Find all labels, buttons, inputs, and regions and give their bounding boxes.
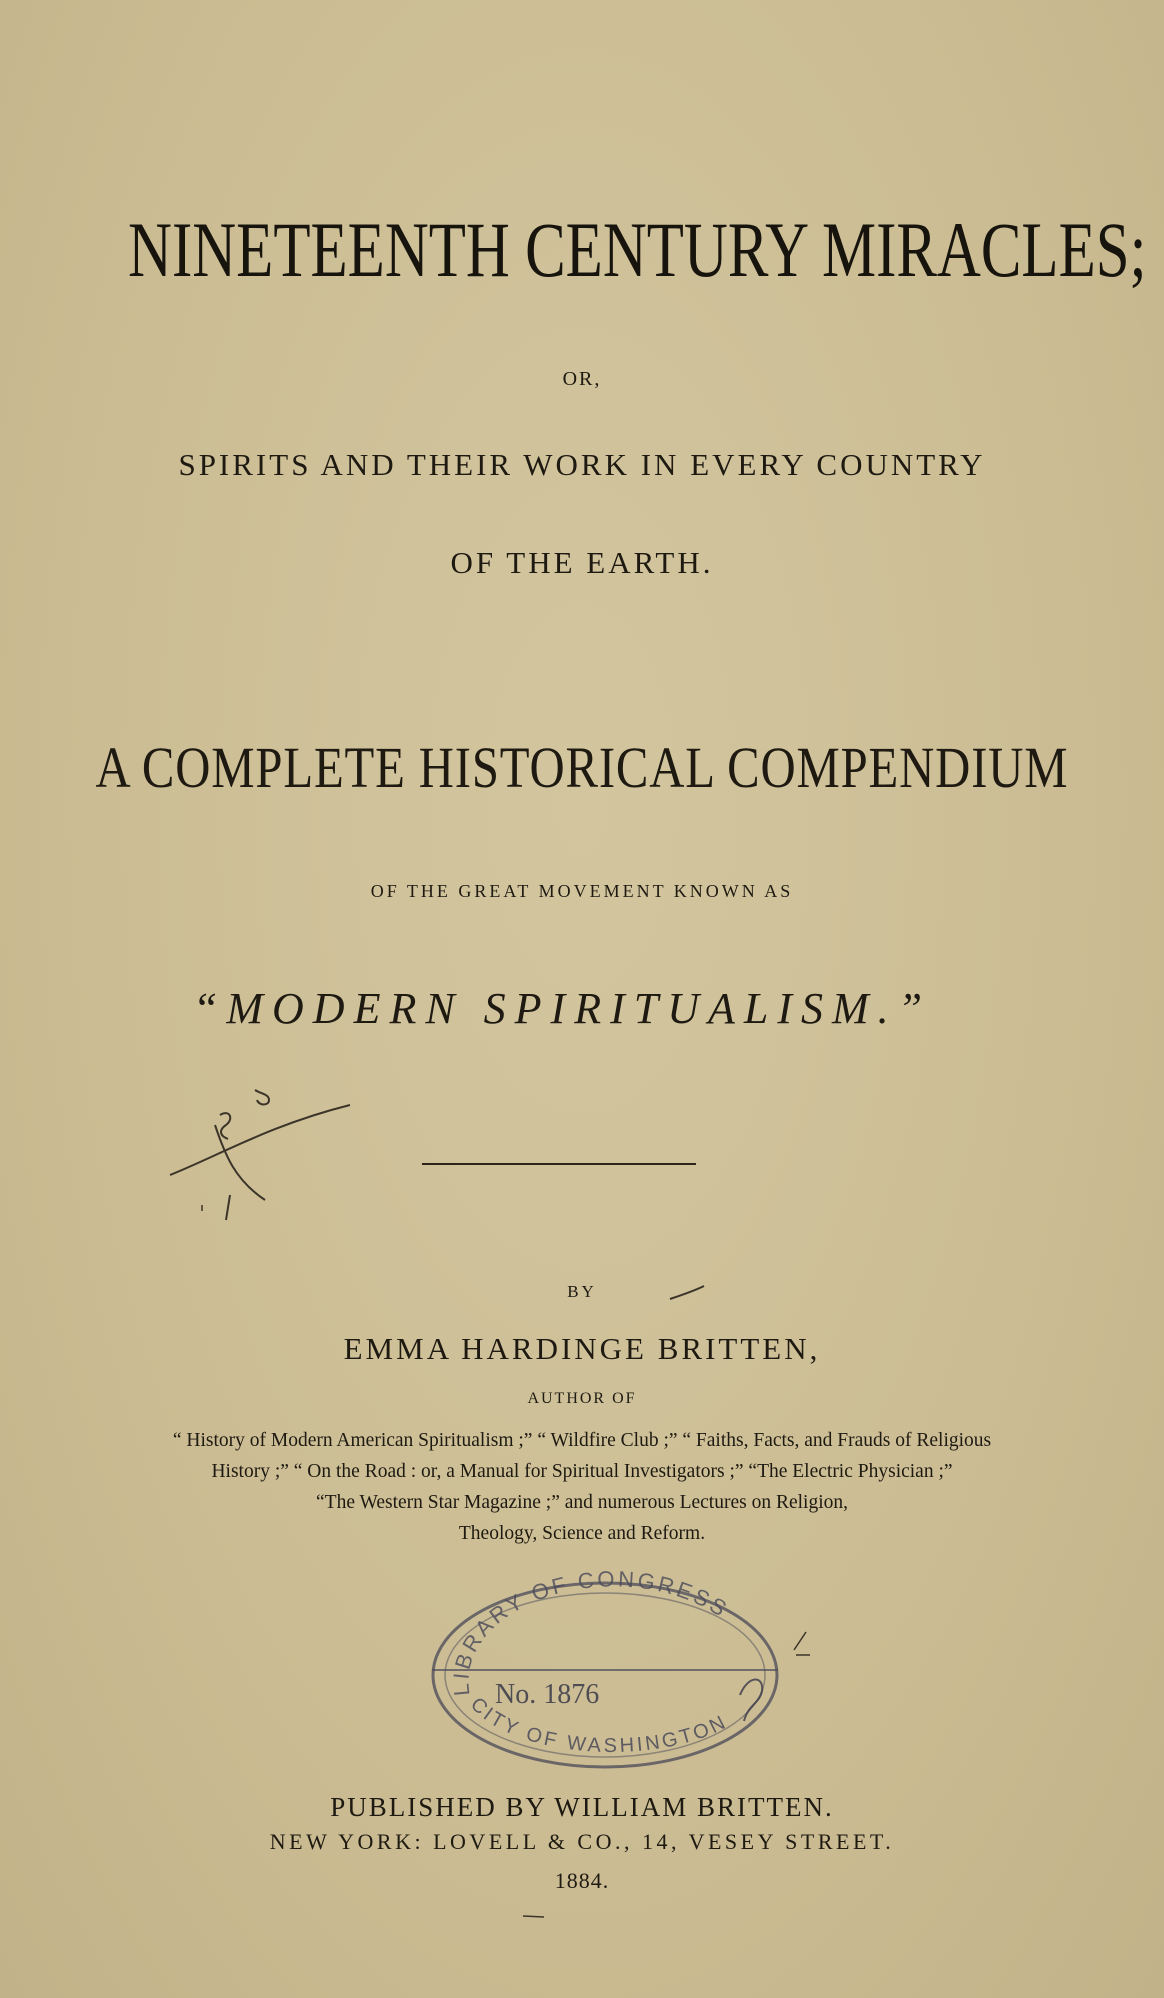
pencil-dash-icon [520, 1910, 550, 1922]
stamp-top-text: LIBRARY OF CONGRESS [448, 1566, 734, 1698]
pencil-mark-icon [160, 1085, 360, 1235]
movement-name: “MODERN SPIRITUALISM.” [192, 984, 932, 1033]
publisher-line: PUBLISHED BY WILLIAM BRITTEN. [330, 1792, 834, 1822]
publication-year: 1884. [554, 1868, 610, 1893]
author-of-label: AUTHOR OF [527, 1390, 637, 1407]
works-line: “ History of Modern American Spiritualism ;” “ Wildfire Club ;” “ Faiths, Facts, and Frauds of Religious [172, 1430, 992, 1451]
or-connector: OR, [562, 368, 602, 390]
stamp-bottom-text: CITY OF WASHINGTON [465, 1693, 732, 1757]
subtitle-line-1: SPIRITS AND THEIR WORK IN EVERY COUNTRY [178, 447, 986, 482]
library-stamp [410, 1545, 810, 1775]
works-line: “The Western Star Magazine ;” and numerous Lectures on Religion, [316, 1492, 848, 1513]
pencil-dash-icon [790, 1628, 820, 1658]
stamp-number: No. 1876 [495, 1679, 600, 1710]
main-title: NINETEENTH CENTURY MIRACLES; [128, 206, 1147, 293]
publisher-address: NEW YORK: LOVELL & CO., 14, VESEY STREET. [269, 1829, 895, 1854]
author-name: EMMA HARDINGE BRITTEN, [343, 1331, 821, 1366]
by-label: BY [567, 1282, 597, 1301]
works-line: History ;” “ On the Road : or, a Manual for Spiritual Investigators ;” “The Electric Physician ;” [211, 1461, 953, 1482]
pencil-dash-icon [668, 1283, 708, 1303]
movement-intro: OF THE GREAT MOVEMENT KNOWN AS [370, 881, 794, 901]
previous-works [40, 1425, 1124, 1549]
compendium-heading: A COMPLETE HISTORICAL COMPENDIUM [95, 735, 1069, 800]
svg-text:LIBRARY OF CONGRESS [448, 1566, 733, 1697]
works-line: Theology, Science and Reform. [458, 1523, 706, 1544]
divider-rule [422, 1163, 696, 1165]
subtitle-line-2: OF THE EARTH. [450, 545, 714, 580]
